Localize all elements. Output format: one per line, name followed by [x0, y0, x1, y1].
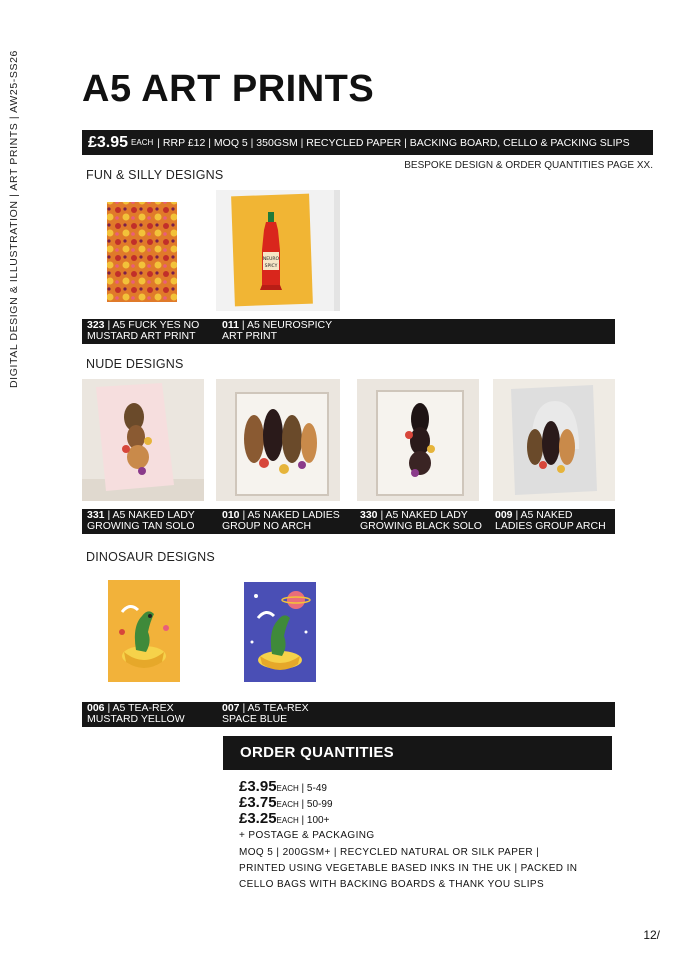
caption-330: 330 | A5 NAKED LADY GROWING BLACK SOLO — [360, 509, 482, 532]
info-line-2: PRINTED USING VEGETABLE BASED INKS IN THE UK | PACKED IN — [239, 863, 578, 874]
bespoke-note: BESPOKE DESIGN & ORDER QUANTITIES PAGE XX. — [404, 160, 653, 171]
tier-row — [239, 778, 327, 795]
bottle-label-line1: NEURO — [262, 257, 280, 262]
product-image-010[interactable] — [216, 379, 340, 501]
caption-bar-dino — [82, 702, 615, 727]
caption-011: 011 | A5 NEUROSPICY ART PRINT — [222, 319, 333, 342]
price-bar-details: | RRP £12 | MOQ 5 | 350GSM | RECYCLED PAPER | BACKING BOARD, CELLO & PACKING SLIPS — [157, 136, 630, 149]
price-bar-price: £3.95 — [88, 133, 129, 151]
section-title-dino: DINOSAUR DESIGNS — [86, 550, 215, 564]
product-image-006[interactable] — [82, 572, 202, 690]
caption-323: 323 | A5 FUCK YES NO MUSTARD ART PRINT — [87, 319, 200, 342]
caption-006: 006 | A5 TEA-REX MUSTARD YELLOW — [87, 702, 185, 725]
caption-009: 009 | A5 NAKED LADIES GROUP ARCH — [495, 509, 606, 532]
caption-bar-nude — [82, 509, 615, 534]
tier-row — [239, 810, 329, 827]
tier-price: £3.25 — [239, 810, 277, 827]
caption-331: 331 | A5 NAKED LADY GROWING TAN SOLO — [87, 509, 195, 532]
tier-range: | 50-99 — [298, 799, 333, 810]
bottle-label-line2: SPICY — [264, 264, 278, 269]
caption-bar-fun — [82, 319, 615, 344]
info-line-3: CELLO BAGS WITH BACKING BOARDS & THANK YOU SLIPS — [239, 879, 545, 890]
product-image-011[interactable] — [216, 190, 340, 311]
price-bar — [82, 130, 653, 155]
tier-each: EACH — [276, 800, 299, 809]
section-title-fun: FUN & SILLY DESIGNS — [86, 168, 224, 182]
tier-price: £3.75 — [239, 794, 277, 811]
order-quantities-heading: ORDER QUANTITIES — [223, 736, 612, 770]
caption-007: 007 | A5 TEA-REX SPACE BLUE — [222, 702, 309, 725]
tier-range: | 5-49 — [298, 783, 327, 794]
info-line-1: MOQ 5 | 200GSM+ | RECYCLED NATURAL OR SILK PAPER | — [239, 847, 540, 858]
postage-note: + POSTAGE & PACKAGING — [239, 830, 375, 841]
tier-price: £3.95 — [239, 778, 277, 795]
page-number: 12/ — [643, 928, 660, 942]
tier-each: EACH — [276, 816, 299, 825]
product-image-323[interactable] — [82, 190, 202, 311]
product-image-007[interactable] — [216, 572, 340, 690]
page-title: A5 ART PRINTS — [82, 68, 375, 110]
tier-range: | 100+ — [298, 815, 330, 826]
product-image-009[interactable] — [493, 379, 615, 501]
side-label: DIGITAL DESIGN & ILLUSTRATION | ART PRINTS | AW25-SS26 — [8, 50, 20, 388]
price-bar-each: EACH — [131, 138, 154, 147]
product-image-331[interactable] — [82, 379, 204, 501]
product-image-330[interactable] — [357, 379, 479, 501]
caption-010: 010 | A5 NAKED LADIES GROUP NO ARCH — [222, 509, 340, 532]
section-title-nude: NUDE DESIGNS — [86, 357, 184, 371]
tier-each: EACH — [276, 784, 299, 793]
tier-row — [239, 794, 333, 811]
